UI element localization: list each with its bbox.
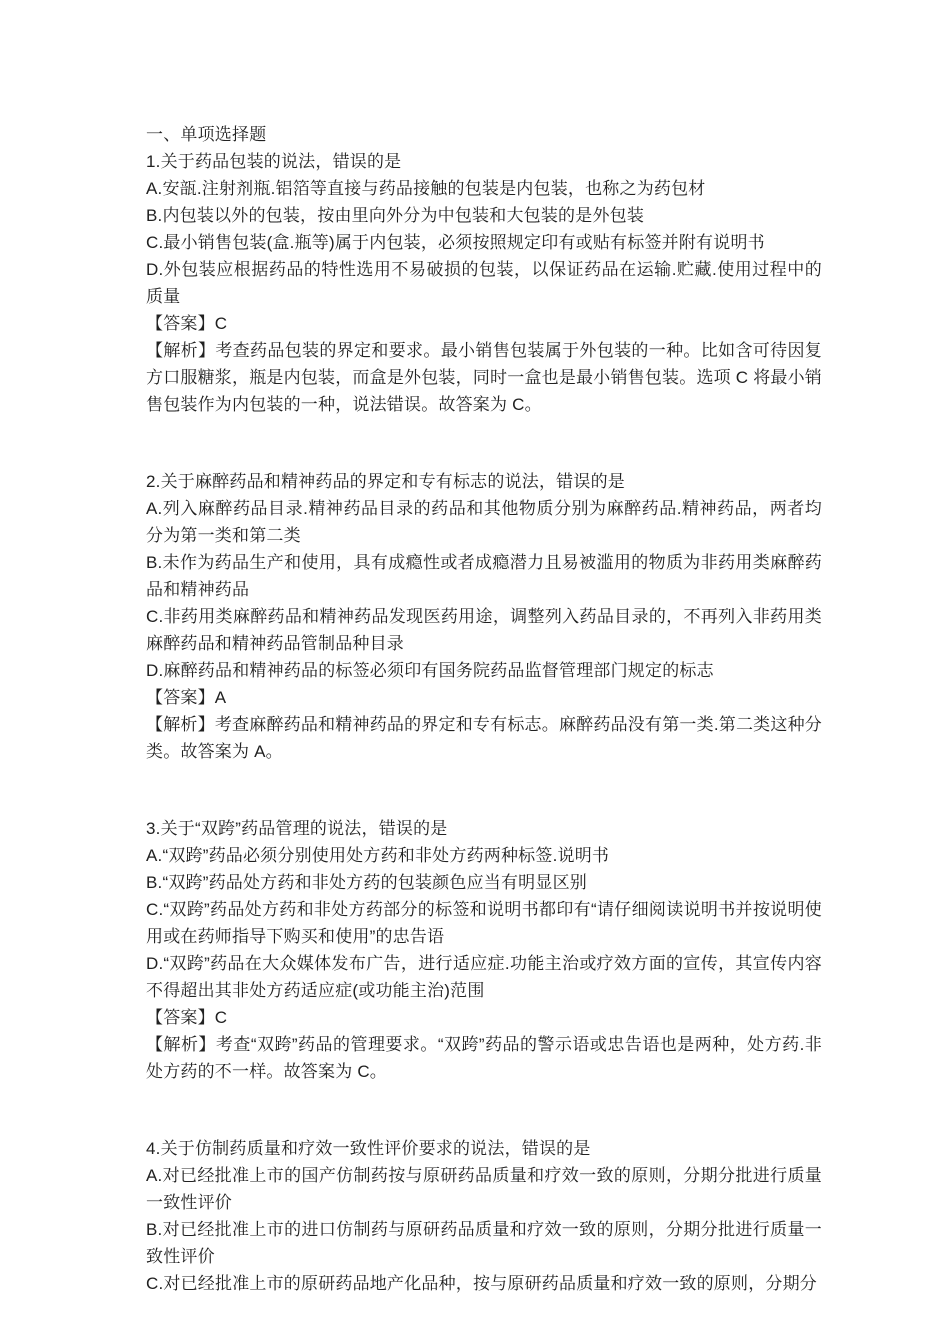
question-2-analysis: 【解析】考查麻醉药品和精神药品的界定和专有标志。麻醉药品没有第一类.第二类这种分类。故答案为 A。	[146, 715, 822, 761]
question-1-stem: 1.关于药品包装的说法，错误的是	[146, 152, 402, 171]
question-4-option-c: C.对已经批准上市的原研药品地产化品种，按与原研药品质量和疗效一致的原则，分期分	[146, 1274, 817, 1293]
question-3-stem: 3.关于“双跨”药品管理的说法，错误的是	[146, 819, 448, 838]
question-4-option-b: B.对已经批准上市的进口仿制药与原研药品质量和疗效一致的原则，分期分批进行质量一致性评价	[146, 1220, 822, 1266]
question-1-option-d: D.外包装应根据药品的特性选用不易破损的包装，以保证药品在运输.贮藏.使用过程中的质量	[146, 260, 822, 306]
question-3-option-c: C.“双跨”药品处方药和非处方药部分的标签和说明书都印有“请仔细阅读说明书并按说明使用或在药师指导下购买和使用”的忠告语	[146, 900, 822, 946]
question-3-analysis: 【解析】考查“双跨”药品的管理要求。“双跨”药品的警示语或忠告语也是两种，处方药.非处方药的不一样。故答案为 C。	[146, 1035, 822, 1081]
question-2-option-a: A.列入麻醉药品目录.精神药品目录的药品和其他物质分别为麻醉药品.精神药品，两者均分为第一类和第二类	[146, 499, 822, 545]
question-2-option-d: D.麻醉药品和精神药品的标签必须印有国务院药品监督管理部门规定的标志	[146, 661, 714, 680]
question-1-option-a: A.安瓿.注射剂瓶.铝箔等直接与药品接触的包装是内包装，也称之为药包材	[146, 179, 706, 198]
question-1-option-c: C.最小销售包装(盒.瓶等)属于内包装，必须按照规定印有或贴有标签并附有说明书	[146, 233, 765, 252]
question-2-stem: 2.关于麻醉药品和精神药品的界定和专有标志的说法，错误的是	[146, 472, 625, 491]
section-title: 一、单项选择题	[146, 125, 267, 144]
question-2-option-b: B.未作为药品生产和使用，具有成瘾性或者成瘾潜力且易被滥用的物质为非药用类麻醉药品和精神药品	[146, 553, 822, 599]
question-2-option-c: C.非药用类麻醉药品和精神药品发现医药用途，调整列入药品目录的，不再列入非药用类麻醉药品和精神药品管制品种目录	[146, 607, 822, 653]
question-3-option-a: A.“双跨”药品必须分别使用处方药和非处方药两种标签.说明书	[146, 846, 610, 865]
question-1-answer: 【答案】C	[146, 314, 228, 333]
question-block-4	[146, 1135, 822, 1297]
question-1-option-b: B.内包装以外的包装，按由里向外分为中包装和大包装的是外包装	[146, 206, 645, 225]
question-block-1	[146, 148, 822, 418]
question-block-3	[146, 815, 822, 1085]
question-1-analysis: 【解析】考查药品包装的界定和要求。最小销售包装属于外包装的一种。比如含可待因复方口服糖浆，瓶是内包装，而盒是外包装，同时一盒也是最小销售包装。选项 C 将最小销售包装作为内包装的一种，说法错误。故答案为 C。	[146, 341, 822, 414]
question-4-stem: 4.关于仿制药质量和疗效一致性评价要求的说法，错误的是	[146, 1139, 591, 1158]
question-4-option-a: A.对已经批准上市的国产仿制药按与原研药品质量和疗效一致的原则，分期分批进行质量一致性评价	[146, 1166, 822, 1212]
question-3-option-b: B.“双跨”药品处方药和非处方药的包装颜色应当有明显区别	[146, 873, 587, 892]
question-3-option-d: D.“双跨”药品在大众媒体发布广告，进行适应症.功能主治或疗效方面的宣传，其宣传内容不得超出其非处方药适应症(或功能主治)范围	[146, 954, 822, 1000]
question-block-2	[146, 468, 822, 765]
question-2-answer: 【答案】A	[146, 688, 227, 707]
question-3-answer: 【答案】C	[146, 1008, 228, 1027]
